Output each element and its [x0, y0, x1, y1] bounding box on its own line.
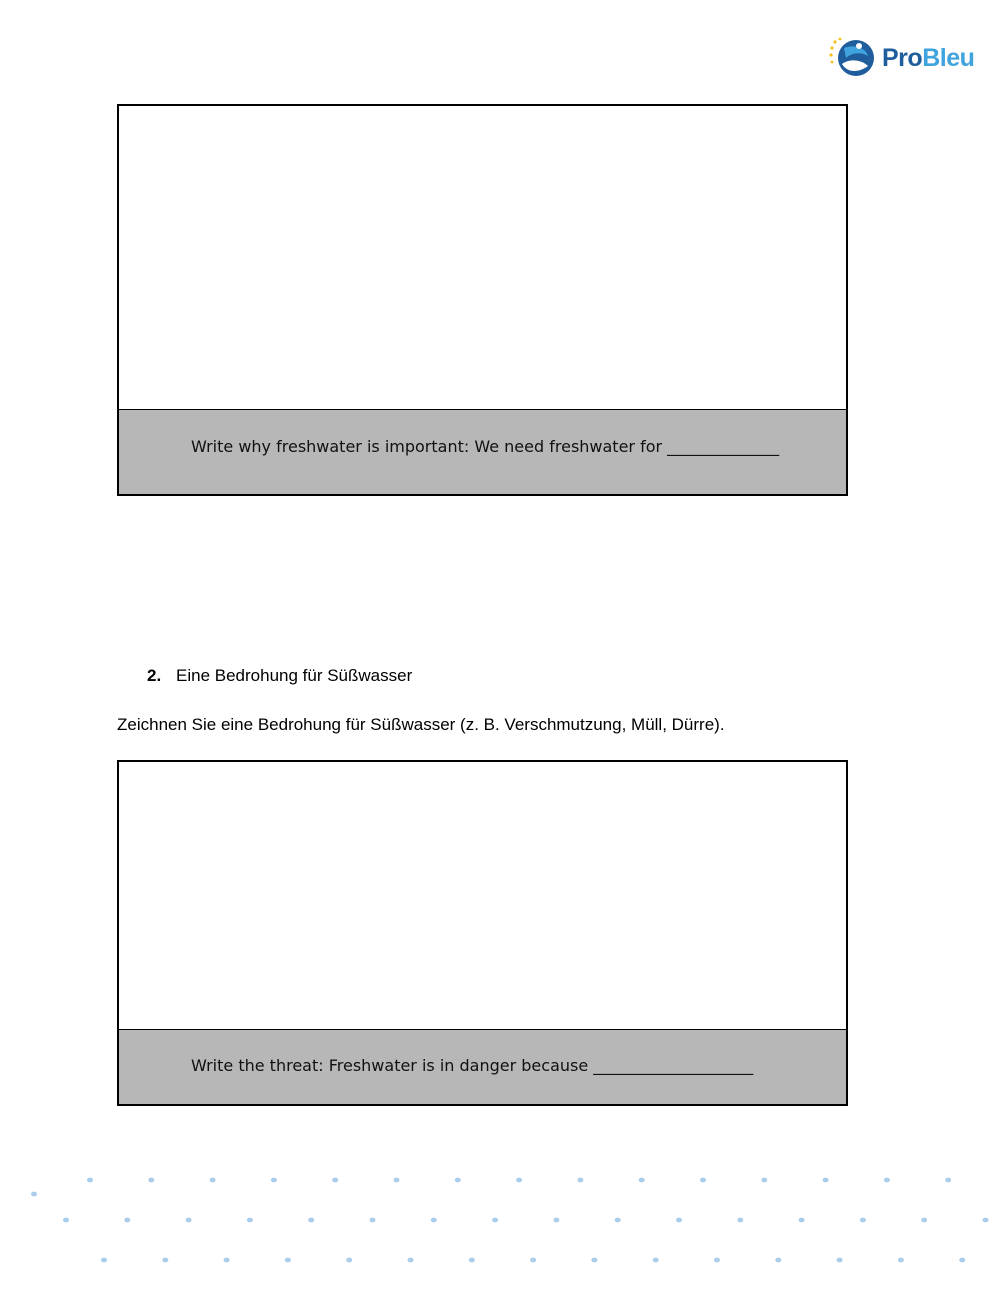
decorative-dot	[653, 1258, 659, 1263]
decorative-dot	[186, 1218, 192, 1223]
decorative-dot	[983, 1218, 989, 1223]
caption-importance: Write why freshwater is important: We need freshwater for ______________	[119, 409, 846, 494]
decorative-dot	[431, 1218, 437, 1223]
decorative-dot	[247, 1218, 253, 1223]
decorative-dot	[898, 1258, 904, 1263]
decorative-dot	[700, 1178, 706, 1183]
logo-text-pro: Pro	[882, 44, 923, 72]
decorative-dot	[799, 1218, 805, 1223]
instruction-text: Zeichnen Sie eine Bedrohung für Süßwasser (z. B. Verschmutzung, Müll, Dürre).	[117, 715, 725, 734]
decorative-dot	[837, 1258, 843, 1263]
decorative-dot	[31, 1192, 37, 1197]
logo-wordmark	[882, 44, 974, 73]
decorative-dot	[860, 1218, 866, 1223]
decorative-dot	[676, 1218, 682, 1223]
section-heading	[147, 666, 412, 686]
decorative-dot	[577, 1178, 583, 1183]
decorative-dot	[394, 1178, 400, 1183]
section-number: 2.	[147, 666, 162, 685]
decorative-dot	[492, 1218, 498, 1223]
section-title: Eine Bedrohung für Süßwasser	[176, 666, 413, 685]
decorative-dot	[945, 1178, 951, 1183]
decorative-dot	[615, 1218, 621, 1223]
decorative-dot	[823, 1178, 829, 1183]
decorative-dot	[308, 1218, 314, 1223]
caption-threat: Write the threat: Freshwater is in danger because ____________________	[119, 1029, 846, 1104]
drawing-box-importance	[117, 104, 848, 496]
decorative-dot	[591, 1258, 597, 1263]
decorative-dot	[775, 1258, 781, 1263]
probleu-emblem-icon	[828, 36, 880, 82]
drawing-box-threat	[117, 760, 848, 1106]
decorative-dot	[553, 1218, 559, 1223]
drawing-area[interactable]	[119, 106, 846, 411]
decorative-dot	[346, 1258, 352, 1263]
decorative-dot	[530, 1258, 536, 1263]
decorative-dot	[469, 1258, 475, 1263]
decorative-dot	[408, 1258, 414, 1263]
decorative-dot	[162, 1258, 168, 1263]
decorative-dot	[921, 1218, 927, 1223]
decorative-dot	[271, 1178, 277, 1183]
decorative-dot	[370, 1218, 376, 1223]
decorative-dot	[148, 1178, 154, 1183]
decorative-dot	[224, 1258, 230, 1263]
decorative-dot	[516, 1178, 522, 1183]
decorative-dot	[714, 1258, 720, 1263]
decorative-dot	[210, 1178, 216, 1183]
decorative-dot	[455, 1178, 461, 1183]
decorative-dot-pattern	[0, 1160, 1000, 1294]
decorative-dot	[332, 1178, 338, 1183]
decorative-dot	[639, 1178, 645, 1183]
probleu-logo	[828, 36, 980, 82]
decorative-dot	[124, 1218, 130, 1223]
logo-text-bleu: Bleu	[922, 44, 975, 72]
decorative-dot	[761, 1178, 767, 1183]
decorative-dot	[285, 1258, 291, 1263]
drawing-area[interactable]	[119, 762, 846, 1031]
decorative-dot	[101, 1258, 107, 1263]
decorative-dot	[63, 1218, 69, 1223]
decorative-dot	[87, 1178, 93, 1183]
decorative-dot	[737, 1218, 743, 1223]
decorative-dot	[884, 1178, 890, 1183]
decorative-dot	[959, 1258, 965, 1263]
